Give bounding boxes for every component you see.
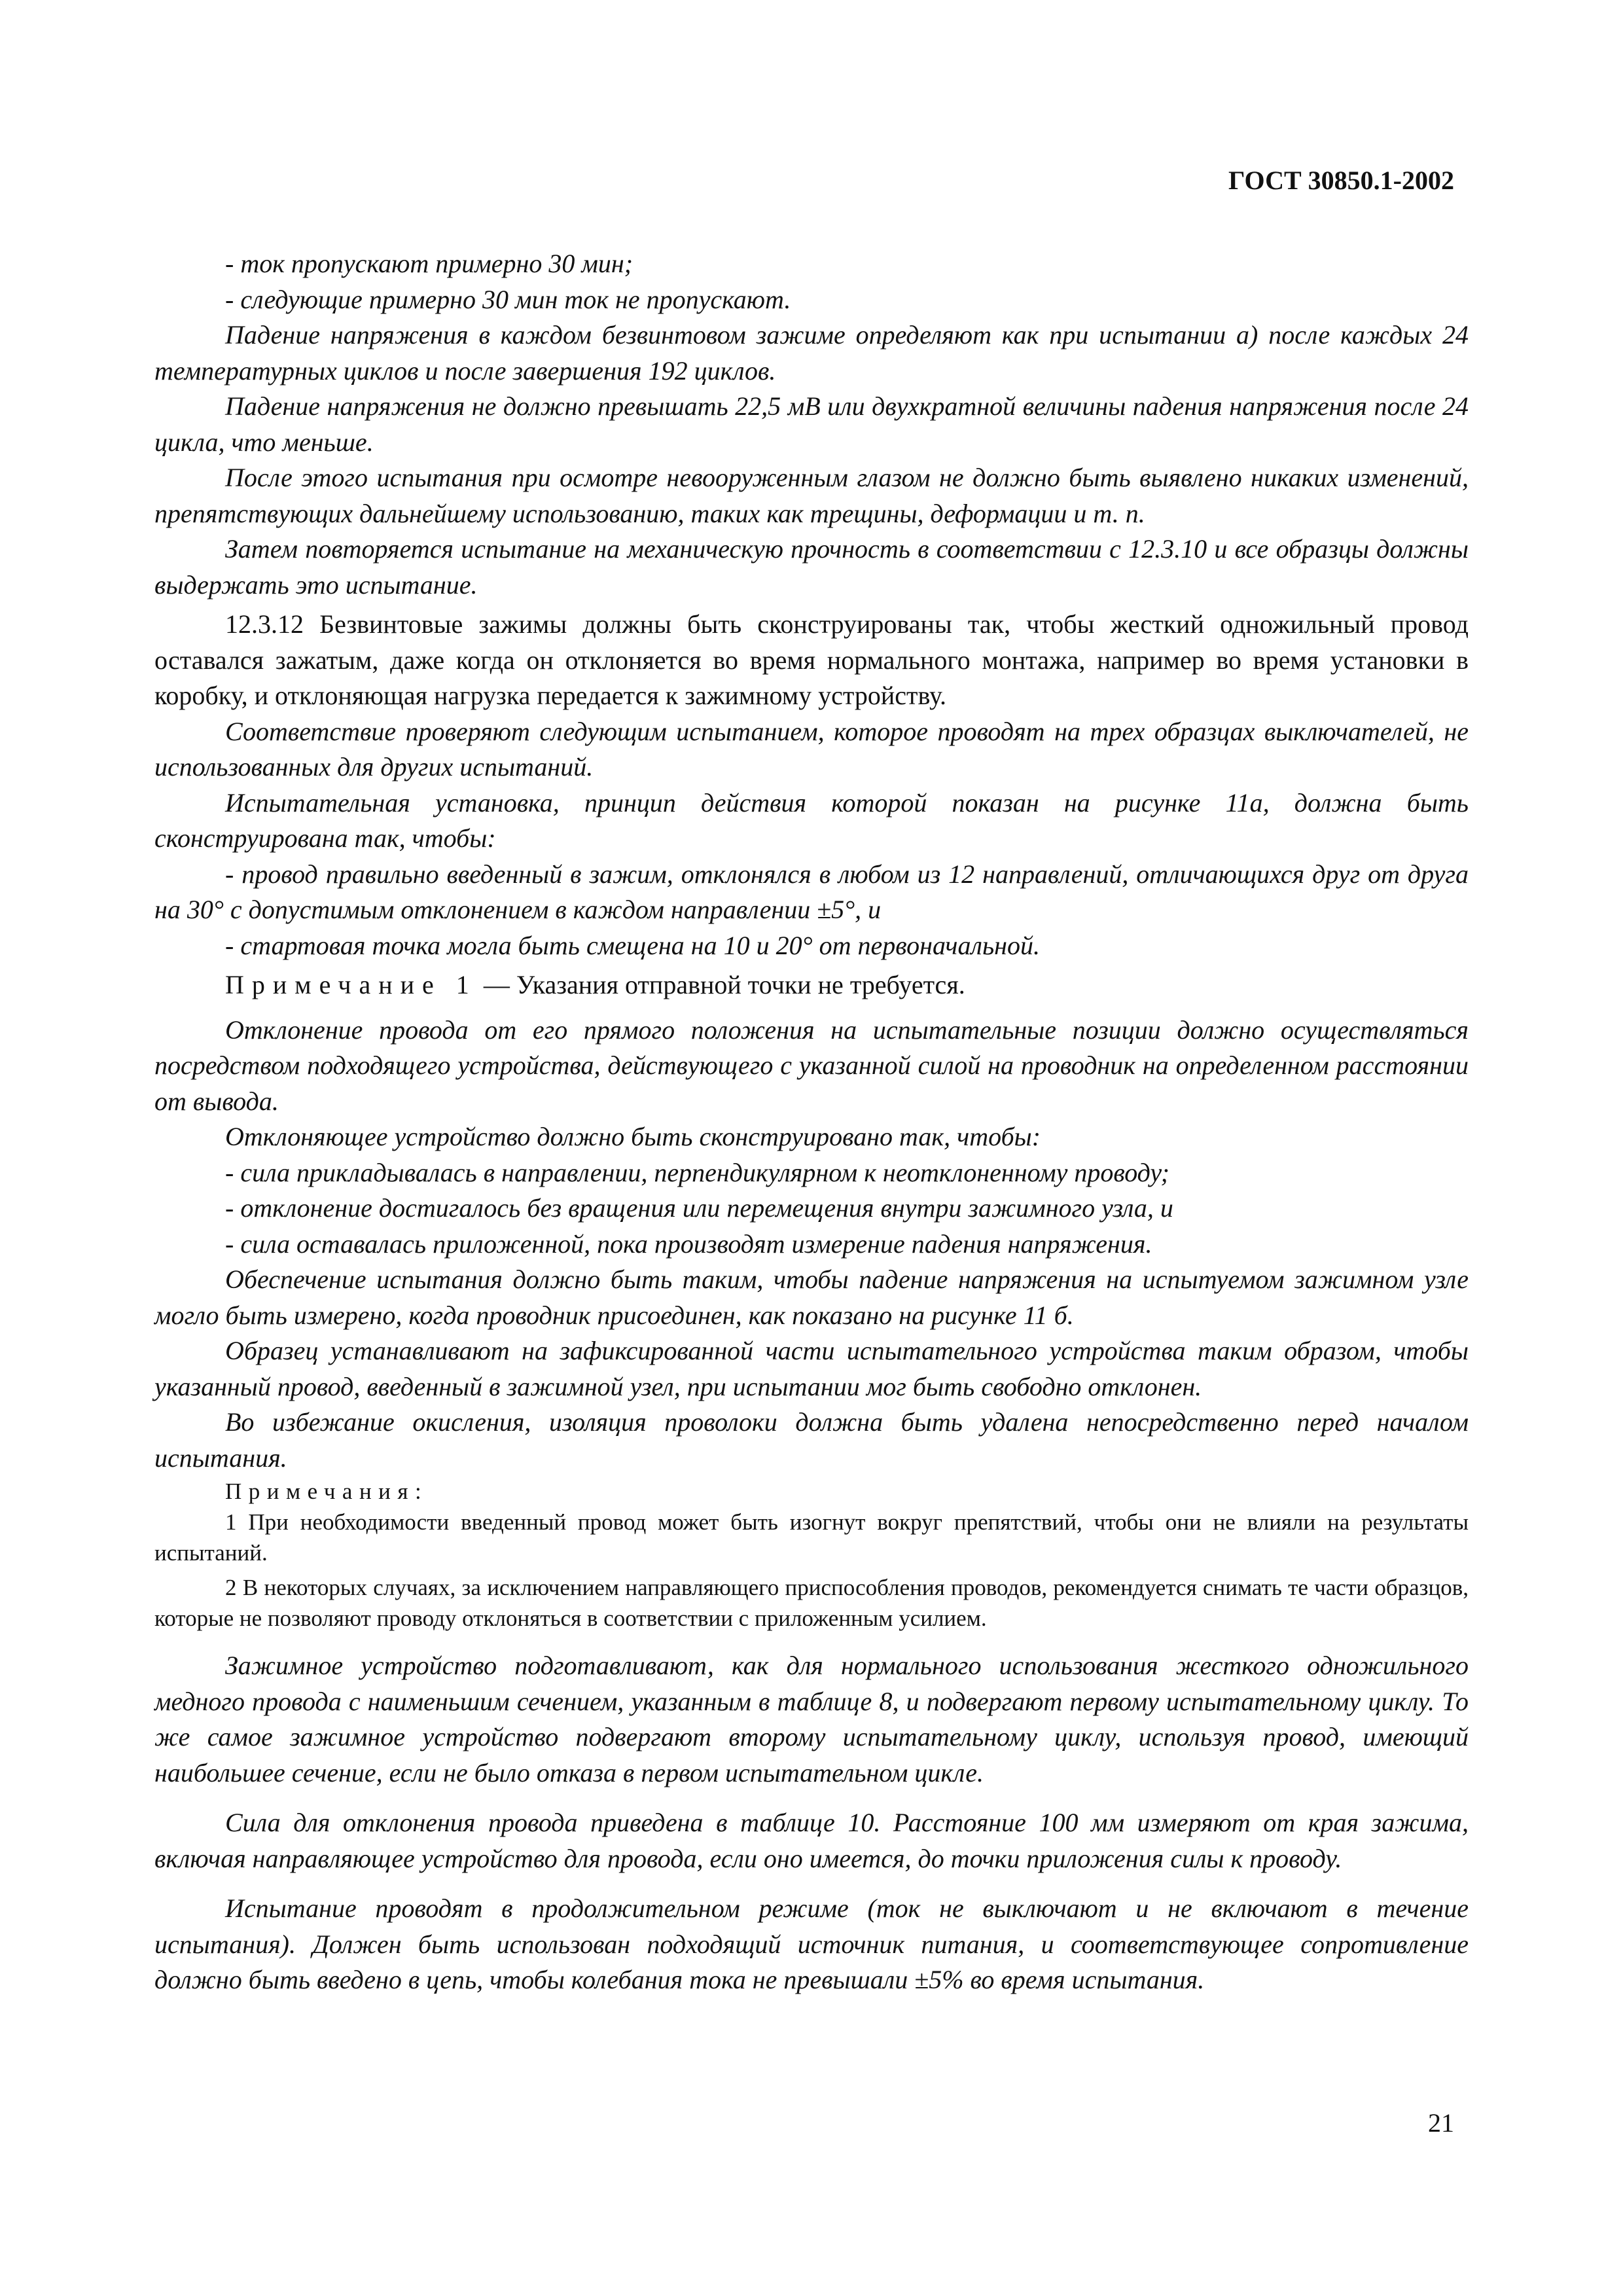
list-item: - сила оставалась приложенной, пока производят измерение падения напряжения.: [225, 1229, 1152, 1259]
paragraph: Сила для отклонения провода приведена в таблице 10. Расстояние 100 мм измеряют от края зажима, включая направляющее устройство для провода, если оно имеется, до точки приложения силы к проводу.: [154, 1808, 1469, 1873]
paragraph: Во избежание окисления, изоляция проволоки должна быть удалена непосредственно перед началом испытания.: [154, 1407, 1469, 1473]
note-1-label: Примечание 1: [225, 970, 477, 999]
paragraph: - ток пропускают примерно 30 мин;: [225, 249, 633, 278]
paragraph: Отклонение провода от его прямого положения на испытательные позиции должно осуществляться посредством подходящего устройства, действующего с указанной силой на проводник на определенном расстоянии от вывода.: [154, 1014, 1469, 1116]
paragraph: Падение напряжения в каждом безвинтовом зажиме определяют как при испытании а) после каждых 24 температурных циклов и после завершения 192 циклов.: [154, 320, 1469, 386]
paragraph: Испытательная установка, принцип действия которой показан на рисунке 11а, должна быть сконструирована так, чтобы:: [154, 787, 1469, 853]
paragraph: - следующие примерно 30 мин ток не пропускают.: [225, 284, 791, 314]
paragraph: Зажимное устройство подготавливают, как для нормального использования жесткого одножильного медного провода с наименьшим сечением, указанным в таблице 8, и подвергают первому испытательному циклу. То же самое зажимное устройство подвергают второму испытательному циклу, используя провод, имеющий наибольшее сечение, если не было отказа в первом испытательном цикле.: [154, 1651, 1469, 1787]
paragraph: Затем повторяется испытание на механическую прочность в соответствии с 12.3.10 и все образцы должны выдержать это испытание.: [154, 534, 1469, 600]
paragraph: Соответствие проверяют следующим испытанием, которое проводят на трех образцах выключателей, не использованных для других испытаний.: [154, 716, 1469, 781]
note-1-text: — Указания отправной точки не требуется.: [476, 970, 965, 999]
paragraph: Образец устанавливают на зафиксированной части испытательного устройства таким образом, чтобы указанный провод, введенный в зажимной узел, при испытании мог быть свободно отклонен.: [154, 1336, 1469, 1401]
paragraph: Падение напряжения не должно превышать 22,5 мВ или двухкратной величины падения напряжения после 24 цикла, что меньше.: [154, 391, 1469, 457]
note-item: 1 При необходимости введенный провод может быть изогнут вокруг препятствий, чтобы они не влияли на результаты испытаний.: [154, 1509, 1469, 1566]
list-item: - сила прикладывалась в направлении, перпендикулярном к неотклоненному проводу;: [225, 1157, 1169, 1187]
document-code-header: ГОСТ 30850.1-2002: [1228, 166, 1454, 195]
paragraph: Испытание проводят в продолжительном режиме (ток не выключают и не включают в течение испытания). Должен быть использован подходящий источник питания, и соответствующее сопротивление должно быть введено в цепь, чтобы колебания тока не превышали ±5% во время испытания.: [154, 1893, 1469, 1994]
note-1: [154, 967, 1469, 1003]
notes-heading: Примечания:: [225, 1479, 429, 1504]
document-body: [154, 246, 1469, 1998]
paragraph: Обеспечение испытания должно быть таким, чтобы падение напряжения на испытуемом зажимном узле могло быть измерено, когда проводник присоединен, как показано на рисунке 11 б.: [154, 1265, 1469, 1330]
list-item: - отклонение достигалось без вращения или перемещения внутри зажимного узла, и: [225, 1193, 1173, 1223]
page-number: 21: [1428, 2108, 1454, 2138]
paragraph: Отклоняющее устройство должно быть сконструировано так, чтобы:: [225, 1122, 1041, 1151]
list-item: - провод правильно введенный в зажим, отклонялся в любом из 12 направлений, отличающихся друг от друга на 30° с допустимым отклонением в каждом направлении ±5°, и: [154, 859, 1469, 924]
note-item: 2 В некоторых случаях, за исключением направляющего приспособления проводов, рекомендуется снимать те части образцов, которые не позволяют проводу отклоняться в соответствии с приложенным усилием.: [154, 1575, 1469, 1631]
paragraph: После этого испытания при осмотре невооруженным глазом не должно быть выявлено никаких изменений, препятствующих дальнейшему использованию, таких как трещины, деформации и т. п.: [154, 463, 1469, 528]
clause-12-3-12: 12.3.12 Безвинтовые зажимы должны быть сконструированы так, чтобы жесткий одножильный провод оставался зажатым, даже когда он отклоняется во время нормального монтажа, например во время установки в коробку, и отклоняющая нагрузка передается к зажимному устройству.: [154, 609, 1469, 710]
list-item: - стартовая точка могла быть смещена на 10 и 20° от первоначальной.: [225, 930, 1040, 960]
